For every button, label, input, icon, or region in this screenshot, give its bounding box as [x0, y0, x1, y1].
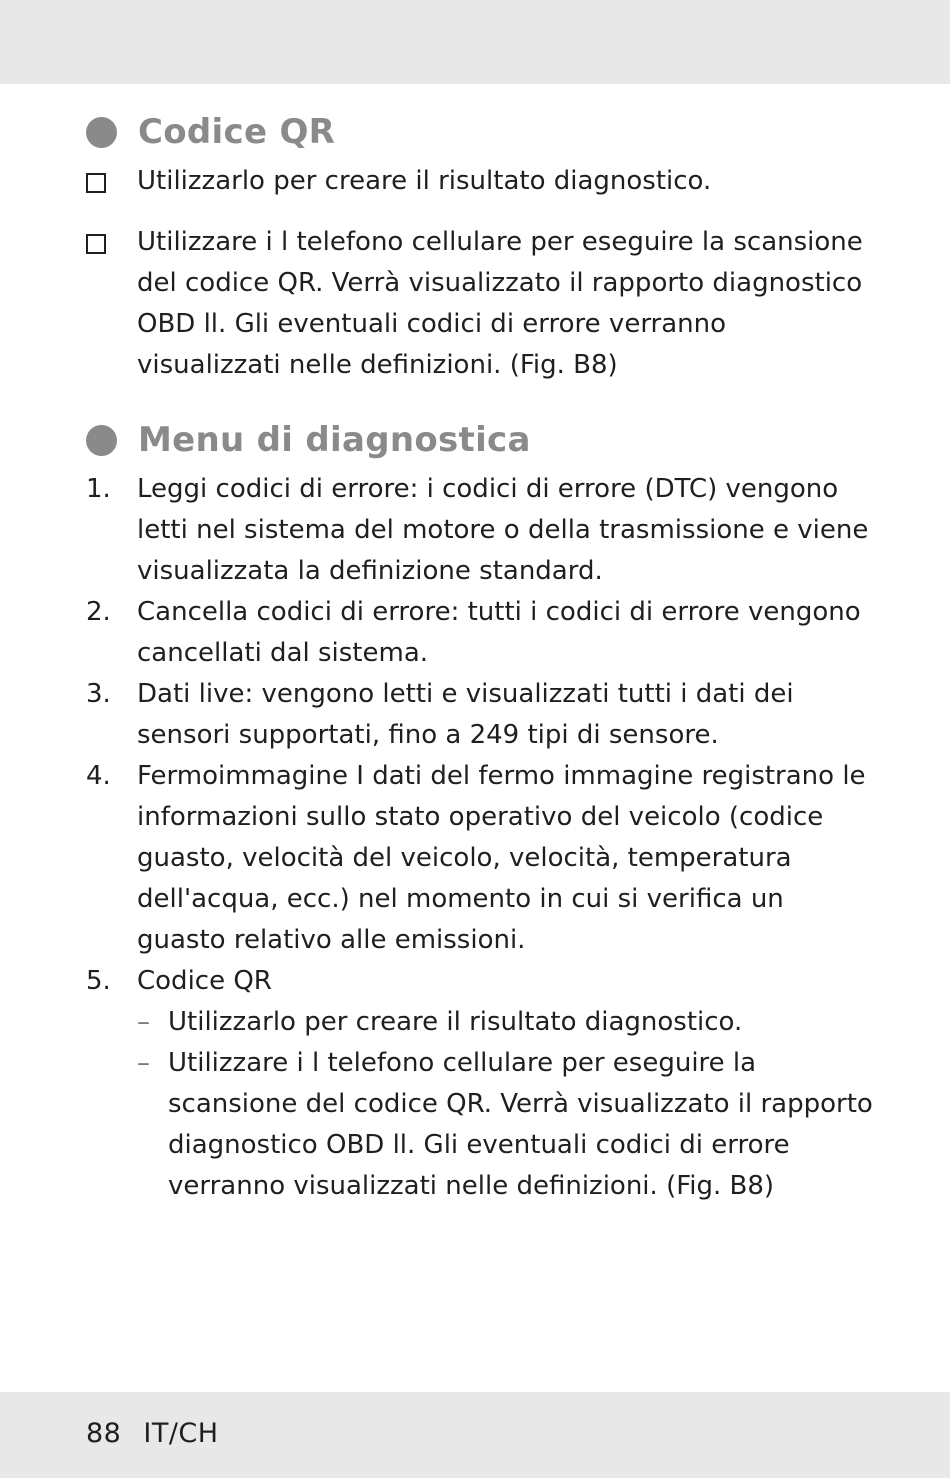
checkbox-list-item: [86, 161, 876, 202]
numbered-list-item: [86, 756, 876, 961]
page-footer: [86, 1414, 219, 1454]
section-heading-menu-diagnostica: [86, 414, 876, 466]
section-title: Menu di diagnostica: [138, 419, 531, 460]
numbered-list-item: [86, 961, 876, 1207]
checkbox-list-item: [86, 222, 876, 386]
list-item-text: Utilizzarlo per creare il risultato diagnostico.: [137, 166, 712, 196]
locale-label: IT/CH: [143, 1418, 219, 1449]
section-heading-codice-qr: [86, 106, 876, 158]
dash-marker: –: [137, 1048, 150, 1078]
item-number: 4.: [86, 761, 111, 791]
dash-list-item: [137, 1002, 876, 1043]
dash-item-text: Utilizzare i l telefono cellulare per eseguire la scansione del codice QR. Verrà visualizzato il rapporto diagnostico OBD ll. Gli eventuali codici di errore verranno visualizzati nelle definizioni. (Fig. B8): [168, 1048, 873, 1201]
item-body: [137, 961, 876, 1207]
checkbox-icon: [86, 234, 106, 254]
item-number: 3.: [86, 679, 111, 709]
page-number: 88: [86, 1418, 122, 1449]
numbered-list: [86, 469, 876, 1207]
bullet-dot-icon: [86, 425, 117, 456]
item-text: Fermoimmagine I dati del fermo immagine registrano le informazioni sullo stato operativo del veicolo (codice guasto, velocità del veicolo, velocità, temperatura dell'acqua, ecc.) nel momento in cui si verifica un guasto relativo alle emissioni.: [137, 761, 866, 955]
item-text: Dati live: vengono letti e visualizzati tutti i dati dei sensori supportati, fino a 249 tipi di sensore.: [137, 679, 794, 750]
page-content: [86, 106, 876, 1207]
item-number: 2.: [86, 597, 111, 627]
checkbox-icon: [86, 173, 106, 193]
item-text: Codice QR: [137, 966, 272, 996]
numbered-list-item: [86, 674, 876, 756]
dash-marker: –: [137, 1007, 150, 1037]
item-number: 5.: [86, 966, 111, 996]
item-text: Cancella codici di errore: tutti i codici di errore vengono cancellati dal sistema.: [137, 597, 861, 668]
list-item-text: Utilizzare i l telefono cellulare per eseguire la scansione del codice QR. Verrà visualizzato il rapporto diagnostico OBD ll. Gli eventuali codici di errore verranno visualizzati nelle definizioni. (Fig. B8): [137, 227, 863, 380]
numbered-list-item: [86, 592, 876, 674]
dash-list-item: [137, 1043, 876, 1207]
bullet-dot-icon: [86, 117, 117, 148]
header-band: [0, 0, 950, 84]
section-title: Codice QR: [138, 111, 336, 152]
item-number: 1.: [86, 474, 111, 504]
dash-item-text: Utilizzarlo per creare il risultato diagnostico.: [168, 1007, 743, 1037]
item-text: Leggi codici di errore: i codici di errore (DTC) vengono letti nel sistema del motore o della trasmissione e viene visualizzata la definizione standard.: [137, 474, 869, 586]
numbered-list-item: [86, 469, 876, 592]
